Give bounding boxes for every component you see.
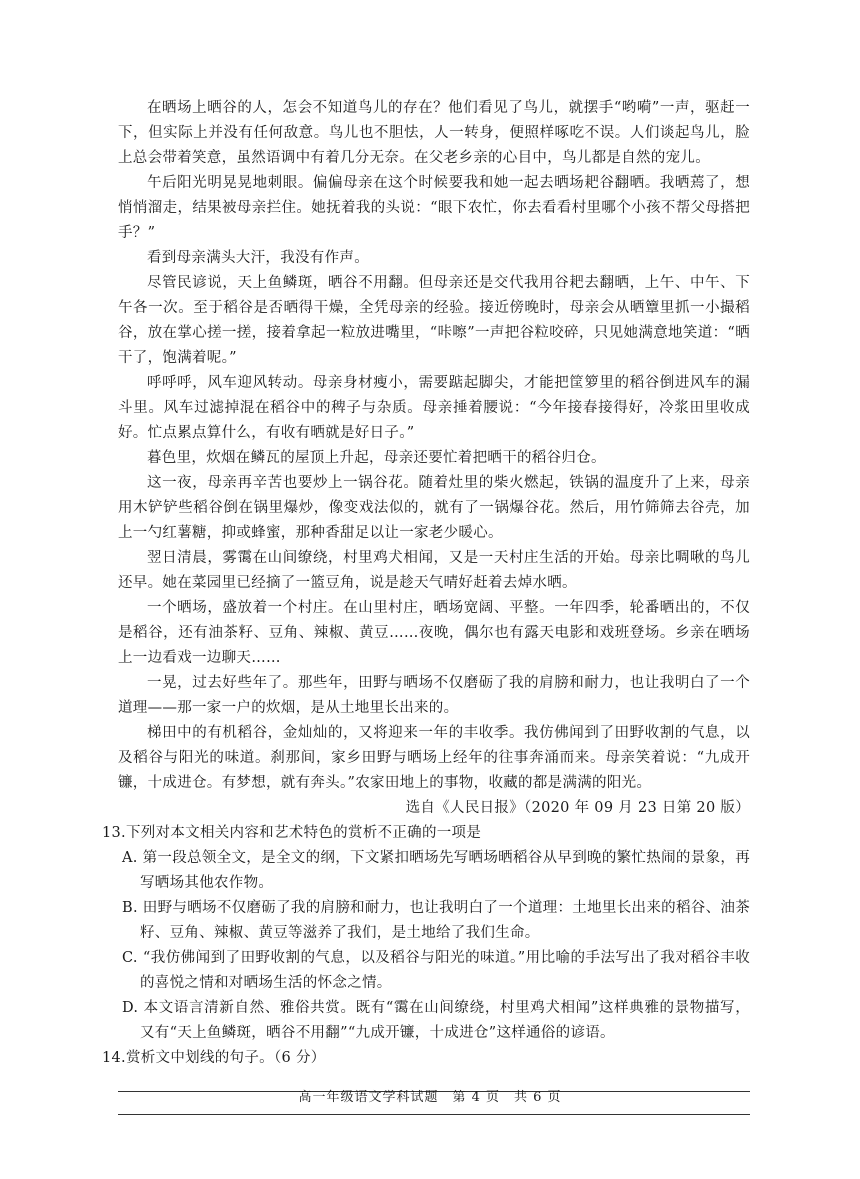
page-content	[102, 96, 750, 1115]
question-13-option-b: B. 田野与晒场不仅磨砺了我的肩膀和耐力，也让我明白了一个道理：土地里长出来的稻谷、油茶籽、豆角、辣椒、黄豆等滋养了我们，是土地给了我们生命。	[122, 900, 750, 941]
article-paragraph-3: 看到母亲满头大汗，我没有作声。	[147, 250, 369, 266]
question-13-stem: 13.下列对本文相关内容和艺术特色的赏析不正确的一项是	[102, 825, 482, 841]
page-footer: 高一年级语文学科试题 第 4 页 共 6 页	[298, 1090, 562, 1105]
question-13-option-d: D. 本文语言清新自然、雅俗共赏。既有“霭在山间缭绕，村里鸡犬相闻”这样典雅的景物描写，又有“天上鱼鳞斑，晒谷不用翻”“九成开镰，十成进仓”这样通俗的谚语。	[122, 1000, 750, 1041]
article-paragraph-6: 暮色里，炊烟在鳞瓦的屋顶上升起，母亲还要忙着把晒干的稻谷归仓。	[147, 450, 606, 466]
article-paragraph-11: 梯田中的有机稻谷，金灿灿的，又将迎来一年的丰收季。我仿佛闻到了田野收割的气息，以及稻谷与阳光的味道。刹那间，家乡田野与晒场上经年的往事奔涌而来。母亲笑着说：“九成开镰，十成进仓。有梦想，就有奔头。”农家田地上的事物，收藏的都是满满的阳光。	[118, 725, 750, 791]
article-paragraph-1: 在晒场上晒谷的人，怎会不知道鸟儿的存在？他们看见了鸟儿，就摆手“哟嗬”一声，驱赶一下，但实际上并没有任何敌意。鸟儿也不胆怯，人一转身，便照样啄吃不误。人们谈起鸟儿，脸上总会带着笑意，虽然语调中有着几分无奈。在父老乡亲的心目中，鸟儿都是自然的宠儿。	[118, 100, 750, 166]
article-paragraph-2: 午后阳光明晃晃地刺眼。偏偏母亲在这个时候要我和她一起去晒场耙谷翻晒。我晒蔫了，想悄悄溜走，结果被母亲拦住。她抚着我的头说：“眼下农忙，你去看看村里哪个小孩不帮父母搭把手？”	[118, 175, 750, 241]
article-source: 选自《人民日报》（2020 年 09 月 23 日第 20 版）	[405, 800, 750, 816]
article-paragraph-8: 翌日清晨，雾霭在山间缭绕，村里鸡犬相闻，又是一天村庄生活的开始。母亲比啁啾的鸟儿还早。她在菜园里已经摘了一篮豆角，说是趁天气晴好赶着去焯水晒。	[118, 550, 750, 591]
article-paragraph-5: 呼呼呼，风车迎风转动。母亲身材瘦小，需要踮起脚尖，才能把筐箩里的稻谷倒进风车的漏斗里。风车过滤掉混在稻谷中的稗子与杂质。母亲捶着腰说：“今年接春接得好，冷浆田里收成好。忙点累点算什么，有收有晒就是好日子。”	[118, 375, 750, 441]
article-paragraph-7: 这一夜，母亲再辛苦也要炒上一锅谷花。随着灶里的柴火燃起，铁锅的温度升了上来，母亲用木铲铲些稻谷倒在锅里爆炒，像变戏法似的，就有了一锅爆谷花。然后，用竹筛筛去谷壳，加上一勺红薯糖，抑或蜂蜜，那种香甜足以让一家老少暖心。	[118, 475, 750, 541]
article-paragraph-4: 尽管民谚说，天上鱼鳞斑，晒谷不用翻。但母亲还是交代我用谷耙去翻晒，上午、中午、下午各一次。至于稻谷是否晒得干燥，全凭母亲的经验。接近傍晚时，母亲会从晒簟里抓一小撮稻谷，放在掌心搓一搓，接着拿起一粒放进嘴里，“咔嚓”一声把谷粒咬碎，只见她满意地笑道：“晒干了，饱满着呢。”	[118, 275, 750, 366]
article-paragraph-10: 一晃，过去好些年了。那些年，田野与晒场不仅磨砺了我的肩膀和耐力，也让我明白了一个道理——那一家一户的炊烟，是从土地里长出来的。	[118, 675, 750, 716]
question-13-option-a: A. 第一段总领全文，是全文的纲，下文紧扣晒场先写晒场晒稻谷从早到晚的繁忙热闹的景象，再写晒场其他农作物。	[122, 850, 750, 891]
question-14-stem: 14.赏析文中划线的句子。（6 分）	[102, 1050, 326, 1066]
answer-line[interactable]	[118, 1114, 750, 1115]
question-13-option-c: C. “我仿佛闻到了田野收割的气息，以及稻谷与阳光的味道。”用比喻的手法写出了我对稻谷丰收的喜悦之情和对晒场生活的怀念之情。	[122, 950, 750, 991]
article-paragraph-9: 一个晒场，盛放着一个村庄。在山里村庄，晒场宽阔、平整。一年四季，轮番晒出的，不仅是稻谷，还有油茶籽、豆角、辣椒、黄豆……夜晚，偶尔也有露天电影和戏班登场。乡亲在晒场上一边看戏一边聊天……	[118, 600, 750, 666]
